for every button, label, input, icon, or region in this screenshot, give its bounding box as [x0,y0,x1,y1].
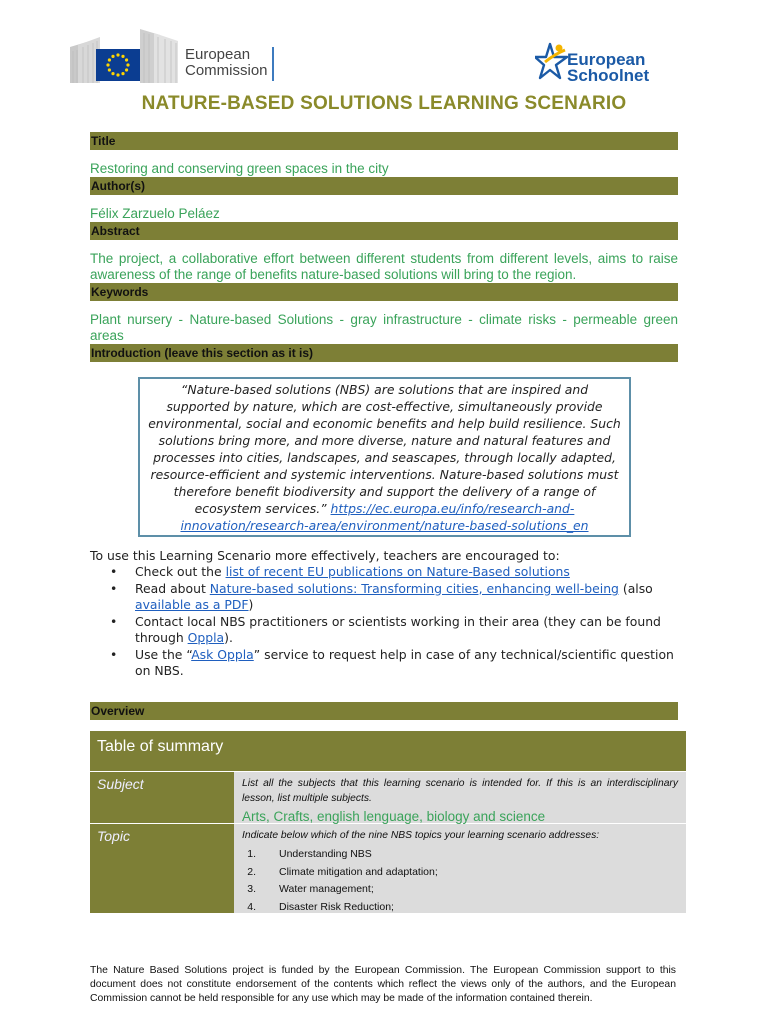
topic-text: Understanding NBS [279,848,372,860]
commission-building-icon [70,25,180,85]
ec-logo-divider [272,47,274,81]
title-value: Restoring and conserving green spaces in the city [90,161,389,176]
abstract-value: The project, a collaborative effort between different students from different levels, aims to raise awareness of the range of benefits nature-based solutions will bring to the region. [90,251,678,282]
funding-disclaimer: The Nature Based Solutions project is funded by the European Commission. The European Commission support to this document does not constitute endorsement of the contents which reflect the views only of the authors, and the European Commission cannot be held responsible for any use which may be made of the information contained therein. [90,965,676,1004]
star-icon [535,42,569,84]
transforming-cities-link[interactable]: Nature-based solutions: Transforming cities, enhancing well-being [209,580,619,596]
nbs-definition-quote [138,377,631,537]
es-logo-text [567,52,649,84]
oppla-link[interactable]: Oppla [187,630,225,645]
list-item [108,614,688,647]
bullet-text: ” service to request help in case of any technical/scientific question on NBS. [135,646,674,678]
title-section-bar: Title [90,132,678,150]
ec-logo-line2: Commission [185,62,268,79]
topic-label: Topic [90,824,234,913]
es-logo-line2: Schoolnet [567,66,650,85]
list-item [242,864,678,882]
bullet-icon: • [110,564,118,579]
list-item [242,881,678,899]
authors-section-bar: Author(s) [90,177,678,195]
bullet-icon: • [110,613,118,629]
keywords-value: Plant nursery - Nature-based Solutions - gray infrastructure - climate risks - permeable green areas [90,312,678,343]
introduction-section-bar: Introduction (leave this section as it is) [90,344,678,362]
topic-cell [234,824,686,913]
eu-publications-link[interactable]: list of recent EU publications on Nature-Based solutions [225,564,570,579]
bullet-icon: • [110,580,118,596]
overview-section-bar: Overview [90,702,678,720]
es-logo-line1: European [567,50,646,69]
topic-instruction: Indicate below which of the nine NBS topics your learning scenario addresses: [242,830,600,841]
table-row [90,771,686,823]
list-item [108,564,688,581]
list-item [108,647,688,680]
ec-logo-line1: European [185,46,251,63]
subject-value: Arts, Crafts, english lenguage, biology and science [242,809,546,824]
subject-cell [234,772,686,823]
quote-link[interactable]: https://ec.europa.eu/info/research-and-innovation/research-area/environment/nature-based-solutions_en [180,501,589,533]
list-item [108,581,688,614]
subject-label: Subject [90,772,234,823]
european-commission-logo [70,25,280,87]
european-schoolnet-logo [535,40,665,86]
intro-lead-text: To use this Learning Scenario more effectively, teachers are encouraged to: [90,548,560,563]
topic-list [242,846,678,916]
ask-oppla-link[interactable]: Ask Oppla [191,646,254,662]
authors-value: Félix Zarzuelo Peláez [90,206,220,221]
list-item [242,846,678,864]
table-row [90,823,686,913]
bullet-text: Use the “ [135,646,192,662]
summary-table-heading: Table of summary [90,731,686,771]
summary-table [90,731,686,913]
bullet-text: Contact local NBS practitioners or scientists working in their area (they can be found through [135,613,661,645]
bullet-text: Check out the [135,564,226,579]
topic-text: Disaster Risk Reduction; [279,900,394,913]
bullet-text: Read about [135,580,210,596]
ec-logo-text [185,47,268,79]
bullet-text: (also [618,580,653,596]
list-item [242,899,678,917]
keywords-section-bar: Keywords [90,283,678,301]
resource-list [108,564,688,680]
topic-text: Climate mitigation and adaptation; [279,865,438,878]
subject-instruction: List all the subjects that this learning scenario is intended for. If this is an interdisciplinary lesson, list multiple subjects. [242,778,678,804]
quote-text: “Nature-based solutions (NBS) are solutions that are inspired and supported by nature, which are cost-effective, simultaneously provide environmental, social and economic benefits and help build resilience. Such solutions bring more, and more diverse, nature and natural features and processes into cities, landscapes, and seascapes, through locally adapted, resource-efficient and systemic interventions. Nature-based solutions must therefore benefit biodiversity and support the delivery of a range of ecosystem services.” [148,382,621,516]
topic-number: 3. [247,883,256,895]
topic-number: 4. [247,900,256,913]
topic-text: Water management; [279,883,374,895]
pdf-link[interactable]: available as a PDF [135,597,249,612]
topic-number: 1. [247,848,256,860]
abstract-section-bar: Abstract [90,222,678,240]
bullet-text: ). [224,630,233,645]
bullet-text: ) [248,597,254,612]
document-title: NATURE-BASED SOLUTIONS LEARNING SCENARIO [141,93,627,114]
topic-number: 2. [247,865,256,878]
bullet-icon: • [110,646,118,662]
